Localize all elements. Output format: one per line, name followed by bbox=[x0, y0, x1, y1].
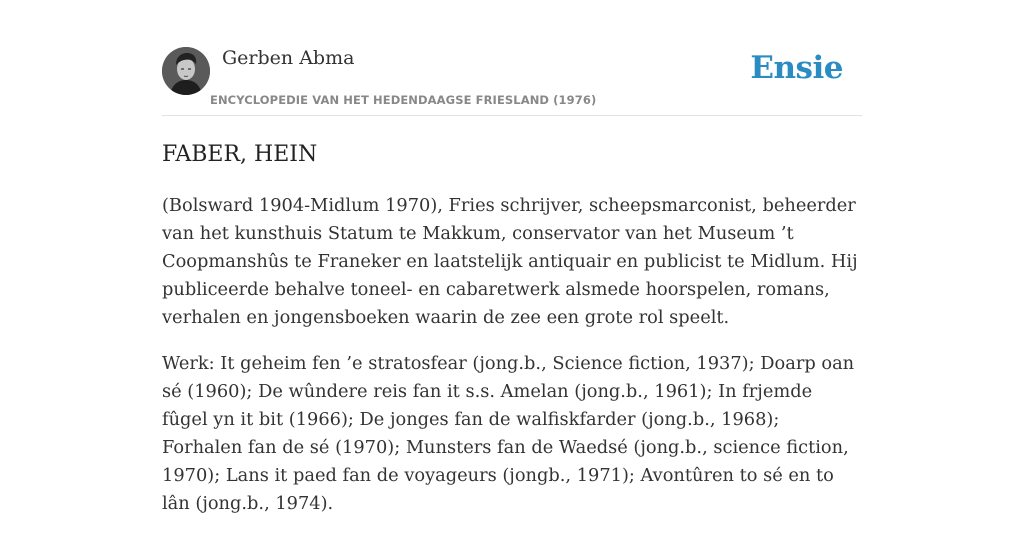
article-paragraph-works: Werk: It geheim fen ’e stratosfear (jong.b., Science fiction, 1937); Doarp oan sé (1960); De wûndere reis fan it s.s. Amelan (jong.b., 1961); In frjemde fûgel yn it bit (1966); De jonges fan de walfiskfarder (jong.b., 1968); Forhalen fan de sé (1970); Munsters fan de Waedsé (jong.b., science fiction, 1970); Lans it paed fan de voyageurs (jongb., 1971); Avontûren to sé en to lân (jong.b., 1974). bbox=[162, 353, 855, 514]
article-title: FABER, HEIN bbox=[162, 142, 318, 167]
article-header bbox=[162, 46, 862, 116]
author-avatar[interactable] bbox=[162, 47, 210, 95]
brand-logo[interactable]: Ensie bbox=[750, 50, 843, 86]
header-divider bbox=[162, 115, 862, 116]
author-portrait-icon bbox=[162, 47, 210, 95]
article-paragraph-bio: (Bolsward 1904-Midlum 1970), Fries schrijver, scheepsmarconist, beheerder van het kunsthuis Statum te Makkum, conservator van het Museum ’t Coopmanshûs te Franeker en laatstelijk antiquair en publicist te Midlum. Hij publiceerde behalve toneel- en cabaretwerk alsmede hoorspelen, romans, verhalen en jongensboeken waarin de zee een grote rol speelt. bbox=[162, 195, 858, 328]
article-card bbox=[162, 46, 862, 514]
article-body bbox=[162, 192, 862, 536]
source-label[interactable]: ENCYCLOPEDIE VAN HET HEDENDAAGSE FRIESLAND (1976) bbox=[210, 93, 597, 107]
author-name[interactable]: Gerben Abma bbox=[222, 47, 355, 69]
